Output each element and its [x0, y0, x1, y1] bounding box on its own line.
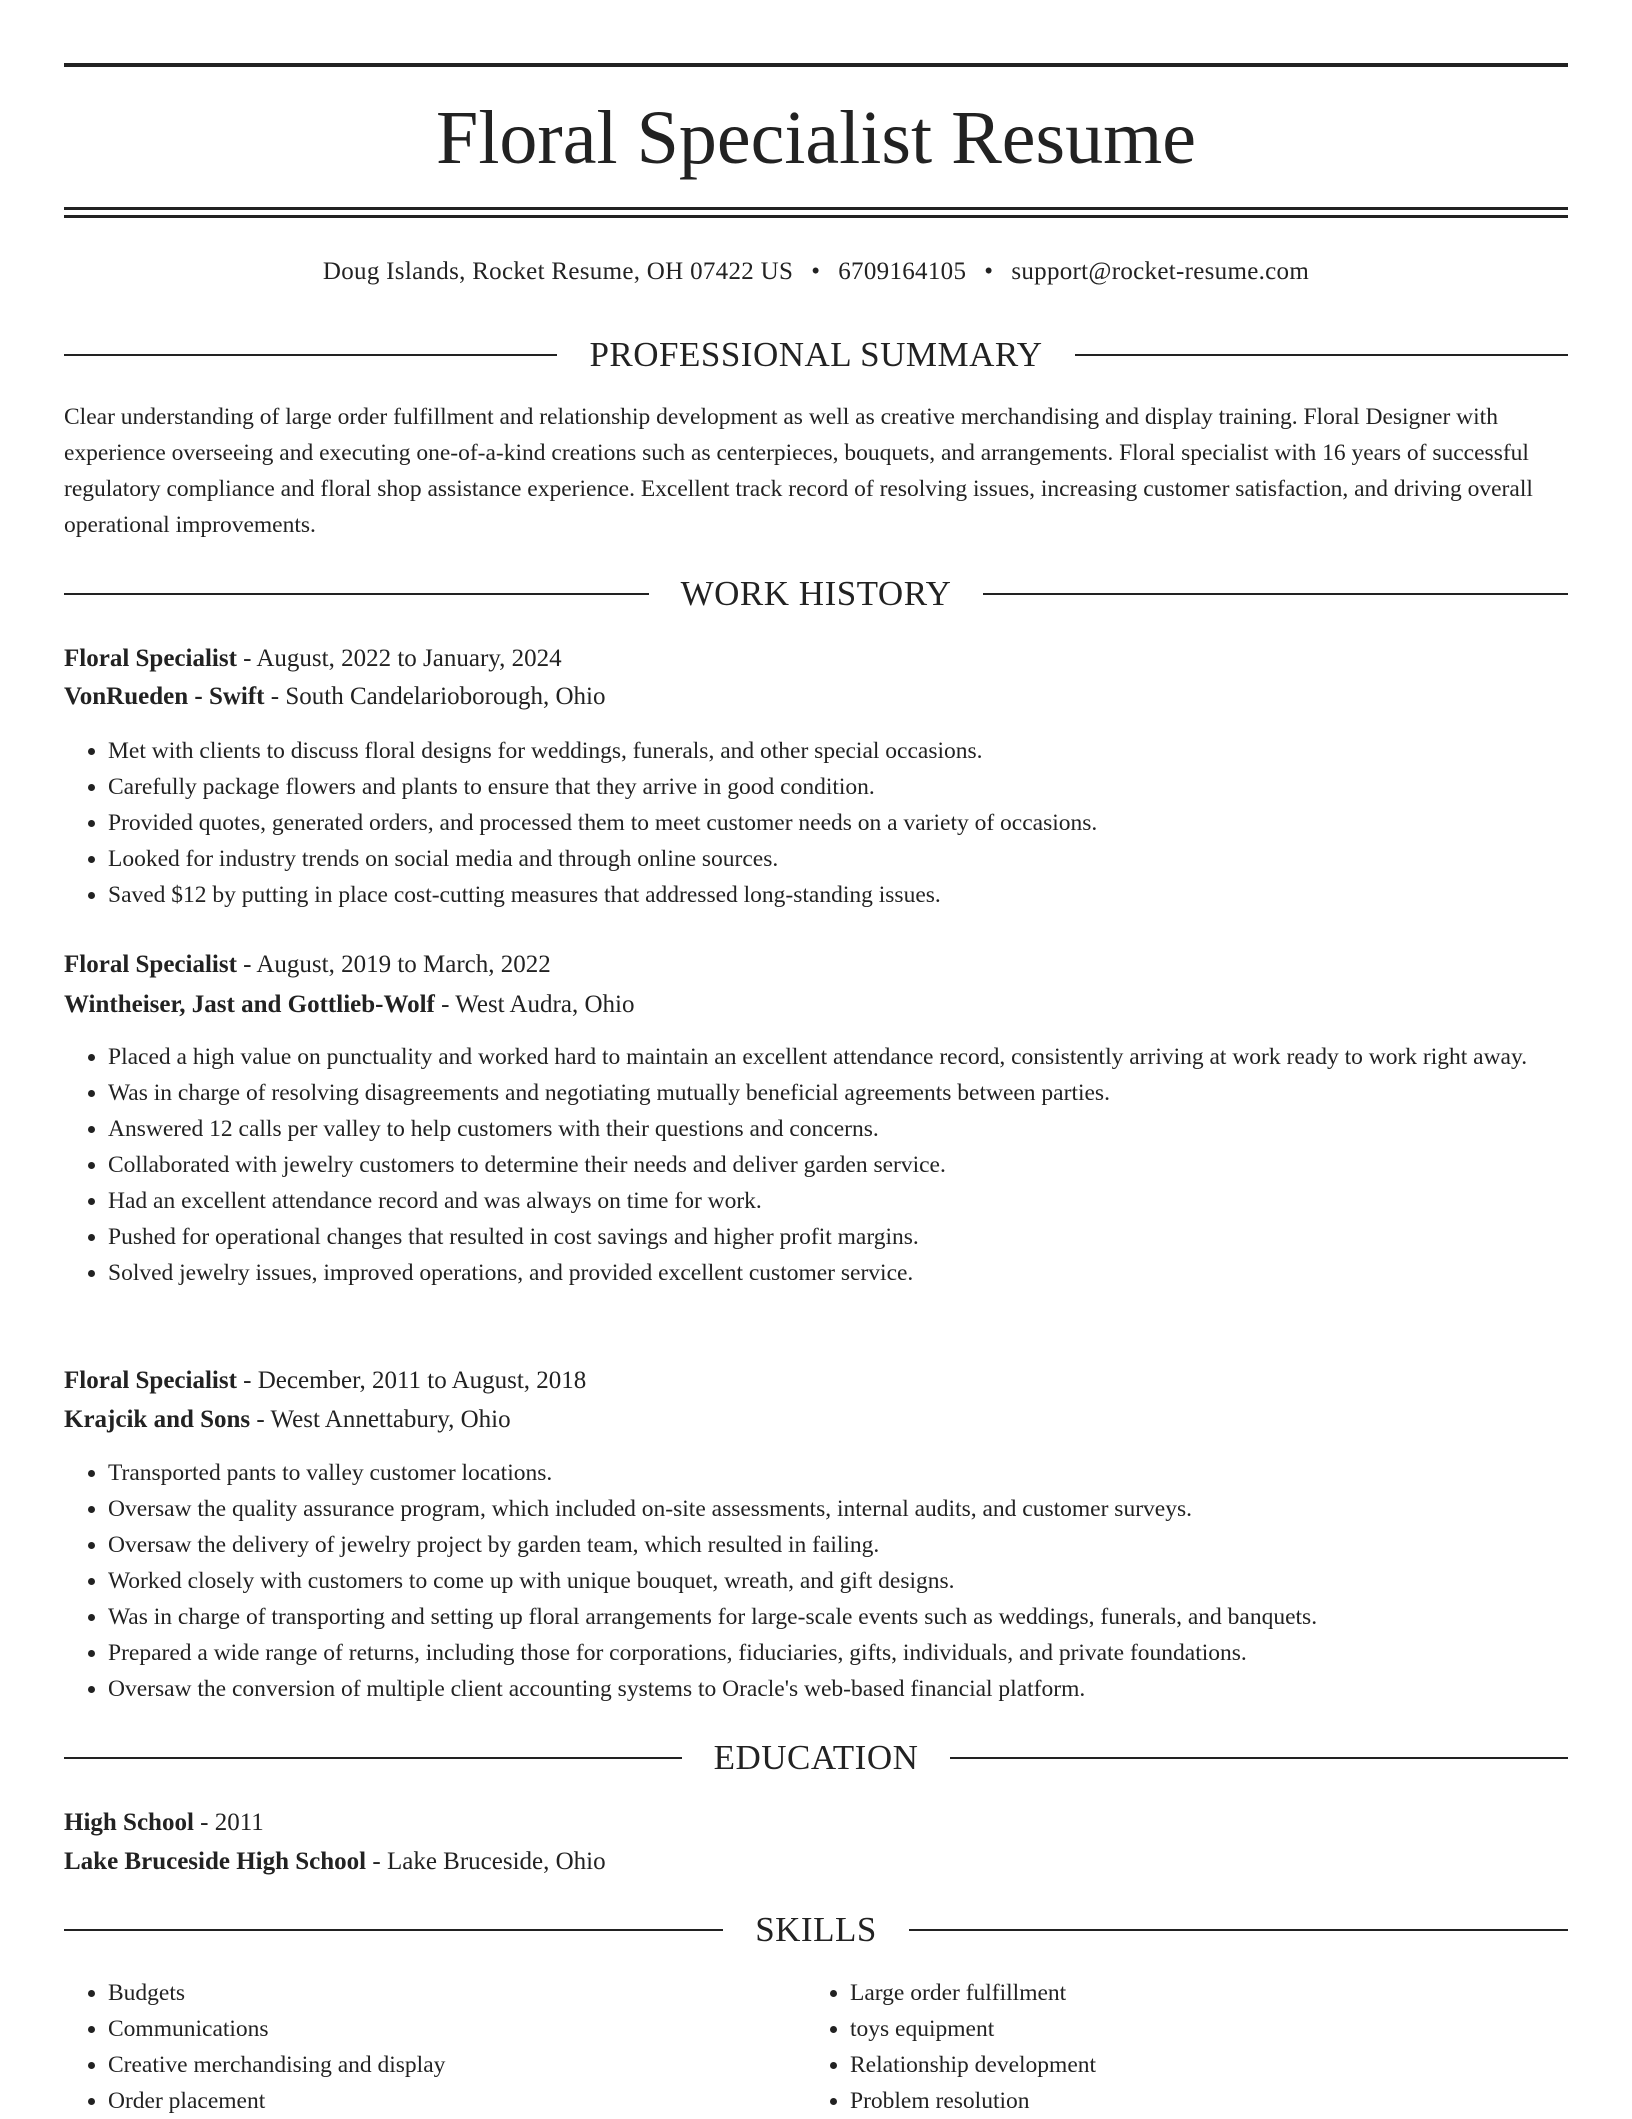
title-rule-upper: [64, 207, 1568, 210]
section-heading-skills: [64, 1908, 1568, 1952]
education-school: Lake Bruceside High School: [64, 1848, 367, 1875]
job-title: Floral Specialist: [64, 1367, 237, 1394]
section-title: SKILLS: [755, 1910, 877, 1949]
heading-rule: [983, 593, 1568, 595]
skills-list-right: [806, 1975, 1568, 2119]
heading-rule: [909, 1929, 1568, 1931]
list-item: • Answered 12 calls per valley to help customers with their questions and concerns.: [108, 1111, 1568, 1147]
list-item: • Pushed for operational changes that resulted in cost savings and higher profit margins.: [108, 1219, 1568, 1255]
job-company-line: [64, 986, 1568, 1024]
job-location: - West Annettabury, Ohio: [250, 1406, 511, 1433]
skill-item: • Large order fulfillment: [850, 1975, 1568, 2011]
list-item: • Collaborated with jewelry customers to determine their needs and deliver garden service.: [108, 1147, 1568, 1183]
skill-item: • Creative merchandising and display: [108, 2047, 804, 2083]
list-item: • Carefully package flowers and plants to ensure that they arrive in good condition.: [108, 769, 1568, 805]
title-rule-lower: [64, 215, 1568, 218]
heading-rule: [1075, 354, 1568, 356]
section-heading-education: [64, 1736, 1568, 1780]
skill-item: • toys equipment: [850, 2011, 1568, 2047]
heading-rule: [64, 354, 557, 356]
contact-phone: 6709164105: [838, 258, 967, 285]
job-company-line: [64, 1401, 1568, 1439]
job-title: Floral Specialist: [64, 645, 237, 672]
list-item: • Solved jewelry issues, improved operations, and provided excellent customer service.: [108, 1255, 1568, 1291]
contact-separator: •: [811, 258, 821, 285]
list-item: • Placed a high value on punctuality and worked hard to maintain an excellent attendance record, consistently arriving at work ready to work right away.: [108, 1039, 1568, 1075]
skill-item: • Budgets: [108, 1975, 804, 2011]
job-bullets: [64, 1039, 1568, 1291]
job-title-line: [64, 640, 1568, 678]
list-item: • Transported pants to valley customer locations.: [108, 1455, 1568, 1491]
job-dates: - August, 2022 to January, 2024: [236, 645, 562, 672]
job-location: - West Audra, Ohio: [434, 991, 635, 1018]
list-item: • Saved $12 by putting in place cost-cutting measures that addressed long-standing issues.: [108, 877, 1568, 913]
job-company-line: [64, 678, 1568, 716]
contact-address: Doug Islands, Rocket Resume, OH 07422 US: [322, 258, 794, 285]
list-item: • Had an excellent attendance record and was always on time for work.: [108, 1183, 1568, 1219]
contact-line: [64, 252, 1568, 292]
heading-rule: [64, 1929, 723, 1931]
list-item: • Provided quotes, generated orders, and processed them to meet customer needs on a variety of occasions.: [108, 805, 1568, 841]
list-item: • Worked closely with customers to come up with unique bouquet, wreath, and gift designs.: [108, 1563, 1568, 1599]
job-title-line: [64, 946, 1568, 984]
heading-rule: [64, 1757, 682, 1759]
page-title: Floral Specialist Resume: [436, 96, 1196, 180]
section-title: PROFESSIONAL SUMMARY: [589, 335, 1043, 374]
section-heading-work: [64, 572, 1568, 616]
education-school-line: [64, 1843, 1568, 1881]
section-heading-summary: [64, 333, 1568, 377]
heading-rule: [64, 593, 649, 595]
skill-item: • Relationship development: [850, 2047, 1568, 2083]
list-item: • Oversaw the quality assurance program, which included on-site assessments, internal audits, and customer surveys.: [108, 1491, 1568, 1527]
contact-email: support@rocket-resume.com: [1011, 258, 1310, 285]
list-item: • Met with clients to discuss floral designs for weddings, funerals, and other special occasions.: [108, 733, 1568, 769]
education-location: - Lake Bruceside, Ohio: [366, 1848, 606, 1875]
job-title: Floral Specialist: [64, 951, 237, 978]
skills-list-left: [64, 1975, 804, 2119]
list-item: • Oversaw the conversion of multiple client accounting systems to Oracle's web-based financial platform.: [108, 1671, 1568, 1707]
job-company: Krajcik and Sons: [64, 1406, 251, 1433]
list-item: • Oversaw the delivery of jewelry project by garden team, which resulted in failing.: [108, 1527, 1568, 1563]
job-location: - South Candelarioborough, Ohio: [264, 683, 606, 710]
heading-rule: [950, 1757, 1568, 1759]
job-title-line: [64, 1362, 1568, 1400]
job-bullets: [64, 1455, 1568, 1707]
skill-item: • Communications: [108, 2011, 804, 2047]
skill-item: • Problem resolution: [850, 2083, 1568, 2119]
job-company: Wintheiser, Jast and Gottlieb-Wolf: [64, 991, 435, 1018]
list-item: • Prepared a wide range of returns, including those for corporations, fiduciaries, gifts, individuals, and private foundations.: [108, 1635, 1568, 1671]
education-degree: High School: [64, 1809, 194, 1836]
summary-paragraph: Clear understanding of large order fulfillment and relationship development as well as creative merchandising and display training. Floral Designer with experience overseeing and executing one-of-a-kind creations such as centerpieces, bouquets, and arrangements. Floral specialist with 16 years of successful regulatory compliance and floral shop assistance experience. Excellent track record of resolving issues, increasing customer satisfaction, and driving overall operational improvements.: [64, 404, 1533, 538]
education-degree-line: [64, 1804, 1568, 1842]
education-year: - 2011: [193, 1809, 264, 1836]
section-title: WORK HISTORY: [680, 574, 952, 613]
skill-item: • Order placement: [108, 2083, 804, 2119]
list-item: • Was in charge of resolving disagreements and negotiating mutually beneficial agreements between parties.: [108, 1075, 1568, 1111]
list-item: • Looked for industry trends on social media and through online sources.: [108, 841, 1568, 877]
top-rule: [64, 63, 1568, 67]
contact-separator: •: [984, 258, 994, 285]
section-title: EDUCATION: [713, 1738, 919, 1777]
list-item: • Was in charge of transporting and setting up floral arrangements for large-scale events such as weddings, funerals, and banquets.: [108, 1599, 1568, 1635]
job-dates: - December, 2011 to August, 2018: [236, 1367, 587, 1394]
job-company: VonRueden - Swift: [64, 683, 265, 710]
job-bullets: [64, 733, 1568, 913]
job-dates: - August, 2019 to March, 2022: [236, 951, 551, 978]
